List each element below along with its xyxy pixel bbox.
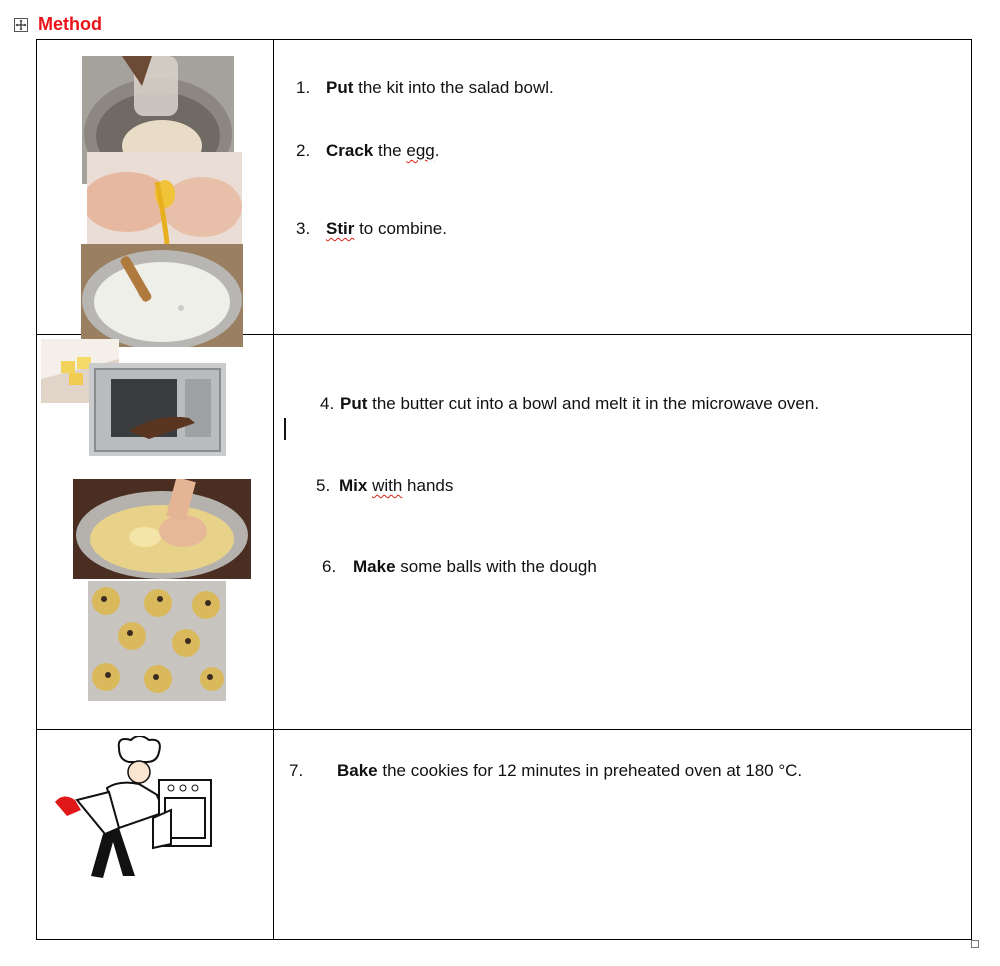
table-resize-handle[interactable]	[971, 940, 979, 948]
step-text: .	[434, 141, 440, 160]
step-2	[296, 141, 439, 161]
image-cell	[37, 335, 274, 730]
step-text: hands	[402, 476, 454, 495]
step-text: the butter cut into a bowl and melt it in the microwave oven.	[367, 394, 820, 413]
step-text: the kit into the salad bowl.	[353, 78, 554, 97]
step-4	[320, 394, 819, 414]
step-number: 5.	[316, 476, 331, 495]
step-verb[interactable]: Stir	[326, 219, 355, 238]
dough-balls-photo	[88, 581, 226, 701]
section-heading: Method	[38, 14, 102, 34]
step-7	[289, 761, 802, 781]
spellcheck-word[interactable]: egg	[406, 141, 435, 160]
mixing-by-hand-photo	[73, 479, 251, 579]
step-5	[316, 476, 453, 496]
step-verb: Crack	[326, 141, 374, 160]
step-verb: Bake	[337, 761, 378, 780]
image-cell	[37, 40, 274, 335]
microwave-photo	[89, 363, 226, 456]
step-verb: Make	[353, 557, 396, 576]
step-1	[296, 78, 554, 98]
step-verb: Put	[326, 78, 354, 97]
step-number: 7.	[289, 761, 304, 780]
step-verb: Mix	[339, 476, 368, 495]
step-number: 1.	[296, 78, 311, 97]
step-3	[296, 219, 447, 239]
step-number: 6.	[322, 557, 337, 576]
stirring-dough-photo	[81, 244, 243, 347]
step-text: some balls with the dough	[395, 557, 597, 576]
spellcheck-word[interactable]: with	[372, 476, 403, 495]
image-cell	[37, 730, 274, 940]
chef-oven-illustration	[47, 736, 227, 886]
cracking-egg-photo	[87, 152, 242, 244]
method-table	[36, 39, 972, 940]
step-number: 2.	[296, 141, 311, 160]
move-icon	[15, 19, 27, 31]
step-6	[322, 557, 597, 577]
step-text: to combine.	[354, 219, 447, 238]
table-move-handle[interactable]	[14, 18, 28, 32]
step-text: the cookies for 12 minutes in preheated oven at 180 °C.	[377, 761, 803, 780]
step-number: 3.	[296, 219, 311, 238]
step-number: 4.	[320, 394, 335, 413]
step-text: the	[373, 141, 407, 160]
text-cursor	[284, 418, 286, 440]
step-verb: Put	[340, 394, 368, 413]
